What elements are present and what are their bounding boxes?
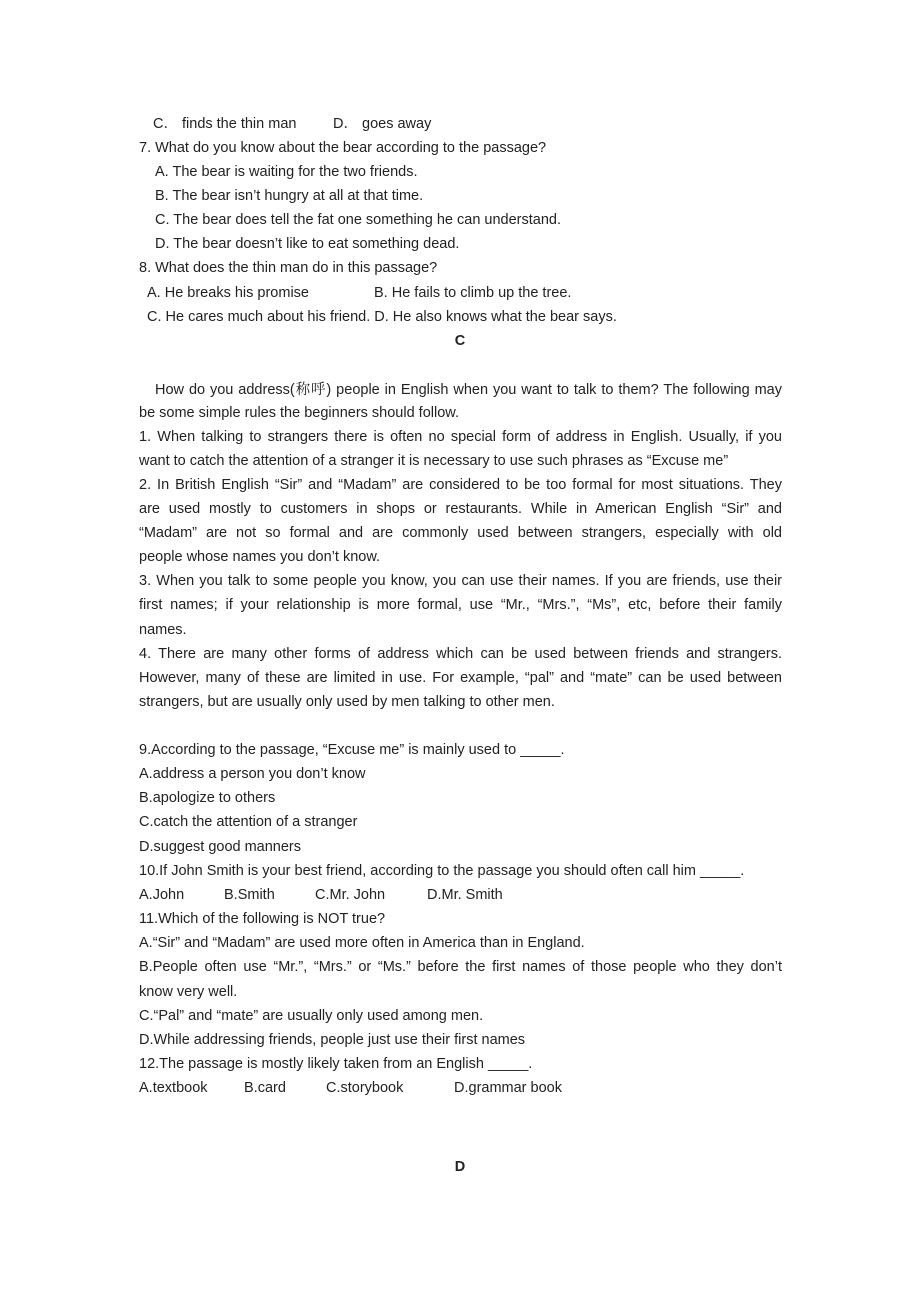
q7-stem: 7. What do you know about the bear according to the passage? <box>139 140 547 156</box>
rule-1-line: want to catch the attention of a stranger it is necessary to use such phrases as “Excuse me” <box>139 453 729 469</box>
q9-option-b: B.apologize to others <box>139 790 276 806</box>
q9-option-d: D.suggest good manners <box>139 839 302 855</box>
q8-option-a: A. He breaks his promise <box>147 285 309 301</box>
q12-option-b: B.card <box>244 1080 286 1096</box>
q9-stem: 9.According to the passage, “Excuse me” is mainly used to _____. <box>139 742 565 758</box>
rule-2-line: are used mostly to customers in shops or restaurants. While in American English “Sir” and <box>139 501 782 517</box>
q11-option-b-line: know very well. <box>139 984 238 1000</box>
q7-option-d: D. The bear doesn’t like to eat something dead. <box>155 236 460 252</box>
q12-option-c: C.storybook <box>326 1080 404 1096</box>
q11-stem: 11.Which of the following is NOT true? <box>139 911 386 927</box>
q10-option-a: A.John <box>139 887 185 903</box>
q8-options-cd: C. He cares much about his friend. D. He also knows what the bear says. <box>147 309 617 325</box>
q10-stem: 10.If John Smith is your best friend, according to the passage you should often call him _____. <box>139 863 745 879</box>
q7-option-c: C. The bear does tell the fat one something he can understand. <box>155 212 561 228</box>
q9-option-c: C.catch the attention of a stranger <box>139 814 358 830</box>
passage-intro-line: be some simple rules the beginners should follow. <box>139 405 459 421</box>
q10-option-c: C.Mr. John <box>315 887 386 903</box>
q11-option-c: C.“Pal” and “mate” are usually only used among men. <box>139 1008 484 1024</box>
q12-stem: 12.The passage is mostly likely taken from an English _____. <box>139 1056 533 1072</box>
rule-4-line: However, many of these are limited in use. For example, “pal” and “mate” can be used between <box>139 670 782 686</box>
q12-option-a: A.textbook <box>139 1080 208 1096</box>
q7-option-a: A. The bear is waiting for the two friends. <box>155 164 418 180</box>
q10-option-b: B.Smith <box>224 887 275 903</box>
q11-option-a: A.“Sir” and “Madam” are used more often in America than in England. <box>139 935 585 951</box>
q12-option-d: D.grammar book <box>454 1080 562 1096</box>
rule-3-line: 3. When you talk to some people you know, you can use their names. If you are friends, use their <box>139 573 782 589</box>
q10-option-d: D.Mr. Smith <box>427 887 503 903</box>
rule-4-line: 4. There are many other forms of address which can be used between friends and strangers. <box>139 646 782 662</box>
q11-option-b-line: B.People often use “Mr.”, “Mrs.” or “Ms.” before the first names of those people who they don’t <box>139 959 782 975</box>
rule-1-line: 1. When talking to strangers there is often no special form of address in English. Usually, if you <box>139 429 782 445</box>
q8-option-b: B. He fails to climb up the tree. <box>374 285 572 301</box>
rule-3-line: names. <box>139 622 187 638</box>
rule-2-line: people whose names you don’t know. <box>139 549 381 565</box>
q6-option-c: C． finds the thin man <box>153 116 297 132</box>
rule-4-line: strangers, but are usually only used by men talking to other men. <box>139 694 555 710</box>
q9-option-a: A.address a person you don’t know <box>139 766 366 782</box>
rule-2-line: 2. In British English “Sir” and “Madam” are considered to be too formal for most situations. They <box>139 477 782 493</box>
section-d-heading: D <box>454 1159 466 1175</box>
q6-option-d: D． goes away <box>333 116 432 132</box>
rule-3-line: first names; if your relationship is more formal, use “Mr., “Mrs.”, “Ms”, etc, before their family <box>139 597 782 613</box>
q7-option-b: B. The bear isn’t hungry at all at that time. <box>155 188 424 204</box>
passage-intro-line: How do you address(称呼) people in English when you want to talk to them? The following may <box>155 382 782 398</box>
section-c-heading: C <box>454 333 466 349</box>
q11-option-d: D.While addressing friends, people just use their first names <box>139 1032 526 1048</box>
rule-2-line: “Madam” are not so formal and are commonly used between strangers, especially with old <box>139 525 782 541</box>
q8-stem: 8. What does the thin man do in this passage? <box>139 260 438 276</box>
